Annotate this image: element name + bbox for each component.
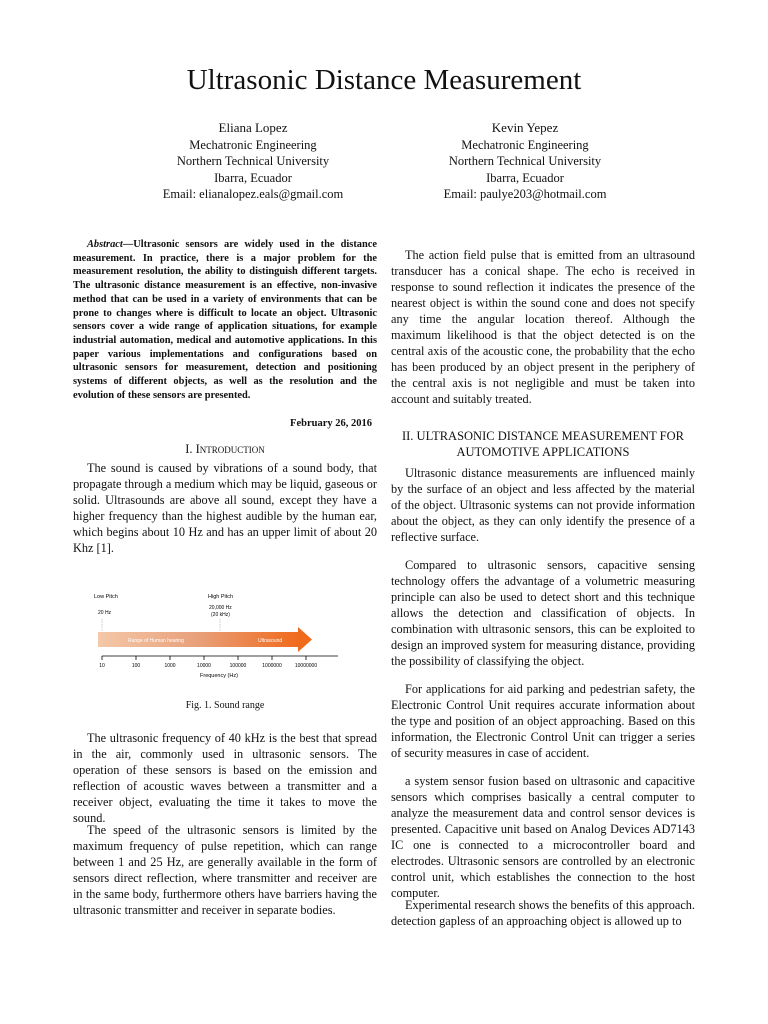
axis-tick-label: 100 <box>131 663 141 669</box>
axis-tick-label: 100000 <box>229 663 247 669</box>
right-para-4-wrap <box>391 681 695 761</box>
intro-paragraph: The sound is caused by vibrations of a sound body, that propagate through a medium which may be liquid, gaseous or solid. Ultrasounds are above all sound, except they have a higher frequency than the highest audible by the human ear, which begins about 10 Hz and has an upper limit of about 20 Khz [1]. <box>73 461 377 555</box>
axis-tick-label: 1000000 <box>262 663 282 669</box>
author-dept: Mechatronic Engineering <box>461 137 589 152</box>
paper-date: February 26, 2016 <box>290 418 372 429</box>
axis-tick-label: 10 <box>99 663 105 669</box>
abstract <box>73 238 377 402</box>
right-para-1-wrap <box>391 247 695 407</box>
body-paragraph: Compared to ultrasonic sensors, capacitive sensing technology offers the advantage of a volumetric measuring principle can also be used to detect short and this technique allows the detection and classification of objects. In combination with ultrasonic sensors, this can be exploited to design an improved system for measuring distance, providing the possibility of classifying the object. <box>391 558 695 668</box>
intro-paragraph: The speed of the ultrasonic sensors is limited by the maximum frequency of pulse repetition, which can range between 1 and 25 Hz, are generally available in the form of sensors direct reflection, where transmitter and receiver are in the same body, furthermore others have barriers having the ultrasonic transmitter and receiver in separate bodies. <box>73 823 377 917</box>
low-pitch-label: Low Pitch <box>94 594 118 600</box>
axis-tick-label: 10000000 <box>294 663 318 669</box>
section-heading-automotive <box>391 428 695 460</box>
figure-caption: Fig. 1. Sound range <box>185 700 265 711</box>
section-title: Introduction <box>195 442 265 456</box>
author-name: Eliana Lopez <box>218 120 288 135</box>
right-para-5-wrap <box>391 773 695 901</box>
body-paragraph: Ultrasonic distance measurements are influenced mainly by the surface of an object and less affected by the material of the object. Ultrasonic systems can not provide information about the object, as they can only identify the presence of a reflective surface. <box>391 466 695 544</box>
axis-tick-label: 10000 <box>197 663 211 669</box>
human-hearing-label: Range of Human hearing <box>128 638 184 644</box>
high-pitch-value-khz: (20 kHz) <box>211 612 230 618</box>
right-para-6-wrap <box>391 897 695 929</box>
author-dept: Mechatronic Engineering <box>189 137 317 152</box>
axis-tick-label: 1000 <box>164 663 176 669</box>
ultrasound-label: Ultrasound <box>258 638 283 644</box>
frequency-axis-label: Frequency (Hz) <box>200 673 238 679</box>
paper-title: Ultrasonic Distance Measurement <box>186 64 582 96</box>
high-pitch-label: High Pitch <box>208 594 234 600</box>
abstract-text: —Ultrasonic sensors are widely used in the distance measurement. In practice, there is a major problem for the measurement resolution, the ability to distinguish different targets. The ultrasonic distance measurement is an effective, non-invasive method that can be used in a variety of environments that can be prone to changes where is difficult to locate an object. Ultrasonic sensors cover a wide range of application situations, for example industrial automation, medical and automotive applications. In this paper various implementations and configurations based on ultrasonic sensors for measurement, detection and positioning systems of different objects, as well as the resolution and the evolution of these sensors are presented. <box>73 239 377 401</box>
section-heading-line: II. ULTRASONIC DISTANCE MEASUREMENT FOR <box>401 429 684 443</box>
intro-paragraph: The ultrasonic frequency of 40 kHz is the best that spread in the air, commonly used in ultrasonic sensors. The operation of these sensors is based on the emission and reflection of acoustic waves between a transmitter and a receiver object, evaluating the time it takes to move the sound. <box>73 731 377 825</box>
right-para-2-wrap <box>391 465 695 545</box>
frequency-ticks <box>99 656 317 669</box>
author-email: Email: paulye203@hotmail.com <box>443 187 607 201</box>
body-paragraph: For applications for aid parking and pedestrian safety, the Electronic Control Unit requires accurate information about the type and position of an object approaching. Based on this information, the Electronic Control Unit can trigger a series of security measures in case of accident. <box>391 682 695 760</box>
abstract-lead: Abstract <box>87 239 123 250</box>
body-paragraph: The action field pulse that is emitted from an ultrasound transducer has a conical shape. The echo is received in response to sound reflection it indicates the presence of the nearest object is within the sound cone and does not specify any time the angular location thereof. Although the maximum likelihood is that the object detected is on the central axis of the acoustic cone, the probability that the echo has been produced by an object present in the periphery of the central axis is not negligible and must be taken into account and suitably treated. <box>391 248 695 406</box>
author-location: Ibarra, Ecuador <box>214 170 292 185</box>
intro-para-3-wrap <box>73 822 377 918</box>
right-para-3-wrap <box>391 557 695 669</box>
section-heading-line: AUTOMOTIVE APPLICATIONS <box>456 445 630 459</box>
intro-para-2-wrap <box>73 730 377 826</box>
section-number: I. <box>185 442 193 456</box>
author-block-1 <box>103 120 403 203</box>
author-university: Northern Technical University <box>176 154 330 168</box>
low-pitch-value: 20 Hz <box>98 610 112 616</box>
sound-range-diagram <box>90 584 360 684</box>
author-name: Kevin Yepez <box>491 120 559 135</box>
author-block-2 <box>375 120 675 203</box>
body-paragraph: Experimental research shows the benefits of this approach. detection gapless of an approaching object is allowed up to <box>391 898 695 928</box>
figure-sound-range <box>90 584 360 684</box>
author-email: Email: elianalopez.eals@gmail.com <box>162 187 344 201</box>
intro-para-1-wrap <box>73 460 377 556</box>
body-paragraph: a system sensor fusion based on ultrasonic and capacitive sensors which comprises basically a central computer to analyze the measurement data and control sensor devices is presented. Capacitive unit based on Analog Devices AD7143 IC one is connected to a microcontroller board and electrodes. Ultrasonic sensors are controlled by an electronic control unit, which establishes the connection to the host computer. <box>391 774 695 900</box>
author-university: Northern Technical University <box>448 154 602 168</box>
section-heading-introduction <box>73 441 377 457</box>
high-pitch-value: 20,000 Hz <box>209 605 232 611</box>
author-location: Ibarra, Ecuador <box>486 170 564 185</box>
range-arrow-head <box>298 627 312 652</box>
